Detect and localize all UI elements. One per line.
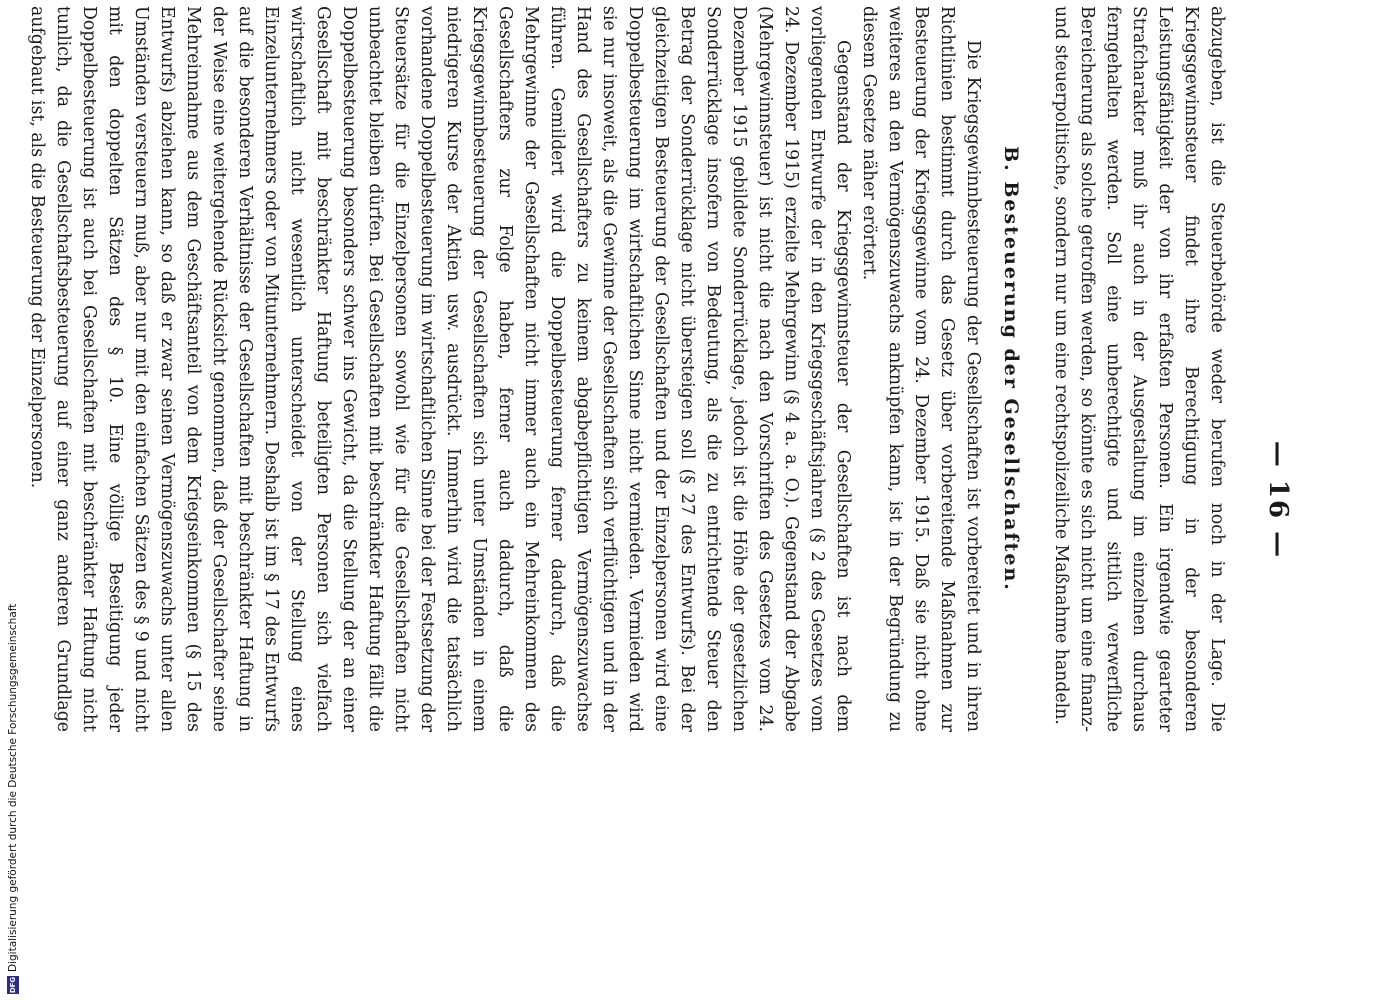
paragraph-2: Gegenstand der Kriegsgewinnsteuer der Gesellschaften ist nach dem vorliegenden Entwurfe der in den Kriegsgeschäftsjahren (§ 2 des Gesetzes vom 24. Dezember 1915) erzielte Mehrgewinn (§ 4 a. a. O.). Gegenstand der Abgabe (Mehrgewinnsteuer) ist nicht die nach den Vorschriften des Gesetzes vom 24. Dezember 1915 gebildete Sonderrücklage, jedoch ist die Höhe der gesetzlichen Sonderrücklage insofern von Bedeutung, als die zu entrichtende Steuer den Betrag der Sonderrücklage nicht übersteigen soll (§ 27 des Entwurfs). Bei der gleichzeitigen Besteuerung der Gesellschaften und der Einzelpersonen wird eine Doppelbesteuerung im wirtschaftlichen Sinne nicht vermieden. Vermieden wird sie nur insoweit, als die Gewinne der Gesellschaften sich verflüchtigen und in der Hand des Gesellschafters zu keinem abgabepflichtigen Vermögenszuwachse führen. Gemildert wird die Doppelbesteuerung ferner dadurch, daß die Mehrgewinne der Gesellschaften nicht immer auch ein Mehreinkommen des Gesellschafters zur Folge haben, ferner auch dadurch, daß die Kriegsgewinnbesteuerung der Gesellschaften sich unter Umständen in einem niedrigeren Kurse der Aktien usw. ausdrückt. Immerhin wird die tatsächlich vorhandene Doppelbesteuerung im wirtschaftlichen Sinne bei der Festsetzung der Steuersätze für die Einzelpersonen sowohl wie für die Gesellschaften nicht unbeachtet bleiben dürfen. Bei Gesellschaften mit beschränkter Haftung fällt die Doppelbesteuerung besonders schwer ins Gewicht, da die Stellung der an einer Gesellschaft mit beschränkter Haftung beteiligten Personen sich vielfach wirtschaftlich nicht wesentlich unterscheidet von der Stellung eines Einzelunternehmers oder von Mitunternehmern. Deshalb ist im § 17 des Entwurfs auf die besonderen Verhältnisse der Gesellschaften mit beschränkter Haftung in der Weise eine weitergehende Rücksicht genommen, daß der Gesellschafter seine Mehreinnahme aus dem Geschäftsanteil von dem Kriegseinkommen (§ 15 des Entwurfs) abziehen kann, so daß er zwar seinen Vermögenszuwachs unter allen Umständen versteuern muß, aber nur mit den einfachen Sätzen des § 9 und nicht mit den doppelten Sätzen des § 10. Eine völlige Beseitigung jeder Doppelbesteuerung ist auch bei Gesellschaften mit beschränkter Haftung nicht tunlich, da die Gesellschaftsbesteuerung auf einer ganz anderen Grundlage aufgebaut ist, als die Besteuerung der Einzelpersonen.	[27, 6, 853, 732]
paragraph-intro: abzugeben, ist die Steuerbehörde weder berufen noch in der Lage. Die Kriegsgewinnsteuer findet ihre Berechtigung in der besonderen Leistungsfähigkeit der von ihr erfaßten Personen. Ein irgendwie gearteter Strafcharakter muß ihr auch in der Ausgestaltung im einzelnen durchaus ferngehalten werden. Soll eine unberechtigte und sittlich verwerfliche Bereicherung als solche getroffen werden, so könnte es sich nicht um eine finanz- und steuerpolitische, sondern nur um eine rechtspolizeiliche Maßnahme handeln.	[1051, 6, 1227, 732]
paragraph-1: Die Kriegsgewinnbesteuerung der Gesellschaften ist vorbereitet und in ihren Richtlinien bestimmt durch das Gesetz über vorbereitende Maßnahmen zur Besteuerung der Kriegsgewinne vom 24. Dezember 1915. Daß sie nicht ohne weiteres an den Vermögenszuwachs anknüpfen kann, ist in der Begründung zu diesem Gesetze näher erörtert.	[859, 6, 983, 732]
footer-credit	[1, 0, 25, 1000]
dfg-logo: DFG	[9, 976, 17, 994]
section-heading: B. Besteuerung der Gesellschaften.	[1000, 146, 1022, 592]
text-column	[24, 6, 1230, 732]
footer-credit-text: Digitalisierung gefördert durch die Deutsche Forschungsgemeinschaft	[7, 603, 19, 972]
page-number: — 16 —	[1263, 440, 1293, 560]
